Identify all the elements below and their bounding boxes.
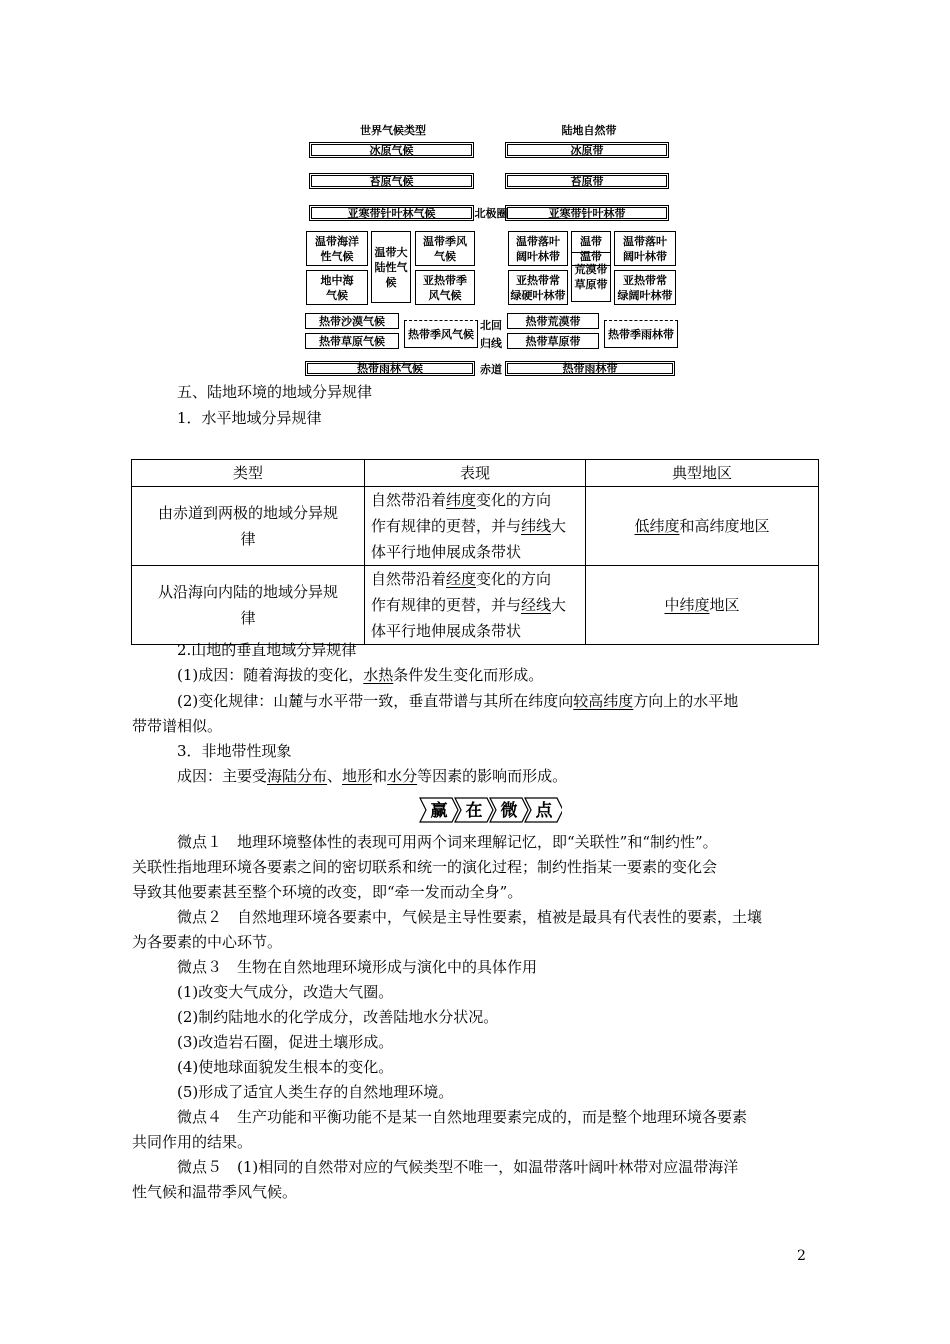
header-type: 类型 <box>132 460 365 487</box>
table-row <box>132 566 819 645</box>
box-subtropical-sclerophyll-belt: 亚热带常 绿硬叶林带 <box>508 270 568 305</box>
point5-line2: 性气候和温带季风气候。 <box>132 1183 298 1201</box>
change-line: (2)变化规律：山麓与水平带一致，垂直带谱与其所在纬度向较高纬度方向上的水平地 <box>177 692 739 710</box>
header-region: 典型地区 <box>586 460 819 487</box>
point3-line1: 微点３ 生物在自然地理环境形成与演化中的具体作用 <box>177 958 538 976</box>
box-subarctic-climate: 亚寒带针叶林气候 <box>309 205 474 221</box>
row2-desc: 自然带沿着经度变化的方向 作有规律的更替，并与经线大 体平行地伸展成条带状 <box>365 566 586 645</box>
banner-char-3: 微 <box>500 801 518 821</box>
label-tropic-of-cancer: 北回 归线 <box>480 319 502 350</box>
box-temperate-deciduous-belt-left: 温带落叶 阔叶林带 <box>508 231 568 266</box>
zonation-table <box>131 459 819 645</box>
point3-item2: (2)制约陆地水的化学成分，改善陆地水分状况。 <box>177 1008 499 1026</box>
box-ice-climate: 冰原气候 <box>309 142 474 158</box>
point2-line1: 微点２ 自然地理环境各要素中，气候是主导性要素，植被是最具有代表性的要素，土壤 <box>177 908 763 926</box>
box-temperate-desert-belt: 荒漠带 草原带 <box>571 252 611 302</box>
label-equator: 赤道 <box>480 363 502 376</box>
box-tropical-savanna-climate: 热带草原气候 <box>305 333 399 349</box>
point3-item5: (5)形成了适宜人类生存的自然地理环境。 <box>177 1083 454 1101</box>
box-tundra-climate: 苔原气候 <box>309 173 474 189</box>
section-banner <box>418 795 562 825</box>
cause-line: (1)成因：随着海拔的变化，水热条件发生变化而形成。 <box>177 666 544 684</box>
point5-line1: 微点５ (1)相同的自然带对应的气候类型不唯一，如温带落叶阔叶林带对应温带海洋 <box>177 1158 739 1176</box>
point1-line1: 微点１ 地理环境整体性的表现可用两个词来理解记忆，即“关联性”和“制约性”。 <box>177 833 718 851</box>
box-tropical-desert-climate: 热带沙漠气候 <box>305 313 399 329</box>
point1-line3: 导致其他要素甚至整个环境的改变，即“牵一发而动全身”。 <box>132 883 523 901</box>
box-temperate-continental-climate: 温带大 陆性气 候 <box>371 231 411 303</box>
point3-item1: (1)改变大气成分，改造大气圈。 <box>177 983 394 1001</box>
sub3-title: 3．非地带性现象 <box>177 742 292 760</box>
point1-line2: 关联性指地理环境各要素之间的密切联系和统一的演化过程；制约性指某一要素的变化会 <box>132 858 718 876</box>
point2-line2: 为各要素的中心环节。 <box>132 933 283 951</box>
box-temperate-grassland-belt: 温带 温带 <box>571 231 611 266</box>
left-column-title: 世界气候类型 <box>360 124 426 137</box>
point3-item4: (4)使地球面貌发生根本的变化。 <box>177 1058 394 1076</box>
banner-char-2: 在 <box>465 801 483 821</box>
section5-title: 五、陆地环境的地域分异规律 <box>177 383 373 401</box>
row2-region: 中纬度地区 <box>586 566 819 645</box>
table-row <box>132 487 819 566</box>
change-line-cont: 带带谱相似。 <box>132 717 223 735</box>
banner-char-1: 赢 <box>430 801 448 821</box>
box-tropical-desert-belt: 热带荒漠带 <box>507 313 599 329</box>
right-column-title: 陆地自然带 <box>561 124 617 137</box>
row1-type: 由赤道到两极的地域分异规 律 <box>132 487 365 566</box>
box-temperate-deciduous-belt-right: 温带落叶 阔叶林带 <box>614 231 676 266</box>
sub2-title: 2.山地的垂直地域分异规律 <box>177 641 357 659</box>
box-tropical-monsoon-climate: 热带季风气候 <box>404 320 478 348</box>
sub1-title: 1．水平地域分异规律 <box>177 409 322 427</box>
box-tropical-savanna-belt: 热带草原带 <box>507 333 599 349</box>
point4-line2: 共同作用的结果。 <box>132 1133 253 1151</box>
box-subtropical-evergreen-belt: 亚热带常 绿阔叶林带 <box>614 270 676 305</box>
label-arctic-circle: 北极圈 <box>474 207 508 220</box>
box-temperate-monsoon-climate: 温带季风 气候 <box>415 231 475 266</box>
page-number: 2 <box>797 1248 806 1264</box>
row2-type: 从沿海向内陆的地域分异规 律 <box>132 566 365 645</box>
table-header-row <box>132 460 819 487</box>
box-tropical-rainforest-climate: 热带雨林气候 <box>305 361 475 376</box>
row1-desc: 自然带沿着纬度变化的方向 作有规律的更替，并与纬线大 体平行地伸展成条带状 <box>365 487 586 566</box>
point3-item3: (3)改造岩石圈，促进土壤形成。 <box>177 1033 394 1051</box>
nonzonal-line: 成因：主要受海陆分布、地形和水分等因素的影响而形成。 <box>177 767 568 785</box>
point4-line1: 微点４ 生产功能和平衡功能不是某一自然地理要素完成的，而是整个地理环境各要素 <box>177 1108 748 1126</box>
banner-char-4: 点 <box>535 801 553 821</box>
box-mediterranean-climate: 地中海 气候 <box>306 270 368 305</box>
box-subtropical-monsoon-climate: 亚热带季 风气候 <box>415 270 475 305</box>
box-ice-belt: 冰原带 <box>505 142 669 158</box>
row1-region: 低纬度和高纬度地区 <box>586 487 819 566</box>
header-desc: 表现 <box>365 460 586 487</box>
box-tundra-belt: 苔原带 <box>505 173 669 189</box>
box-temperate-maritime-climate: 温带海洋 性气候 <box>306 231 368 266</box>
box-tropical-monsoon-forest-belt: 热带季雨林带 <box>604 320 678 348</box>
box-tropical-rainforest-belt: 热带雨林带 <box>505 361 675 376</box>
box-taiga-belt: 亚寒带针叶林带 <box>505 205 669 221</box>
